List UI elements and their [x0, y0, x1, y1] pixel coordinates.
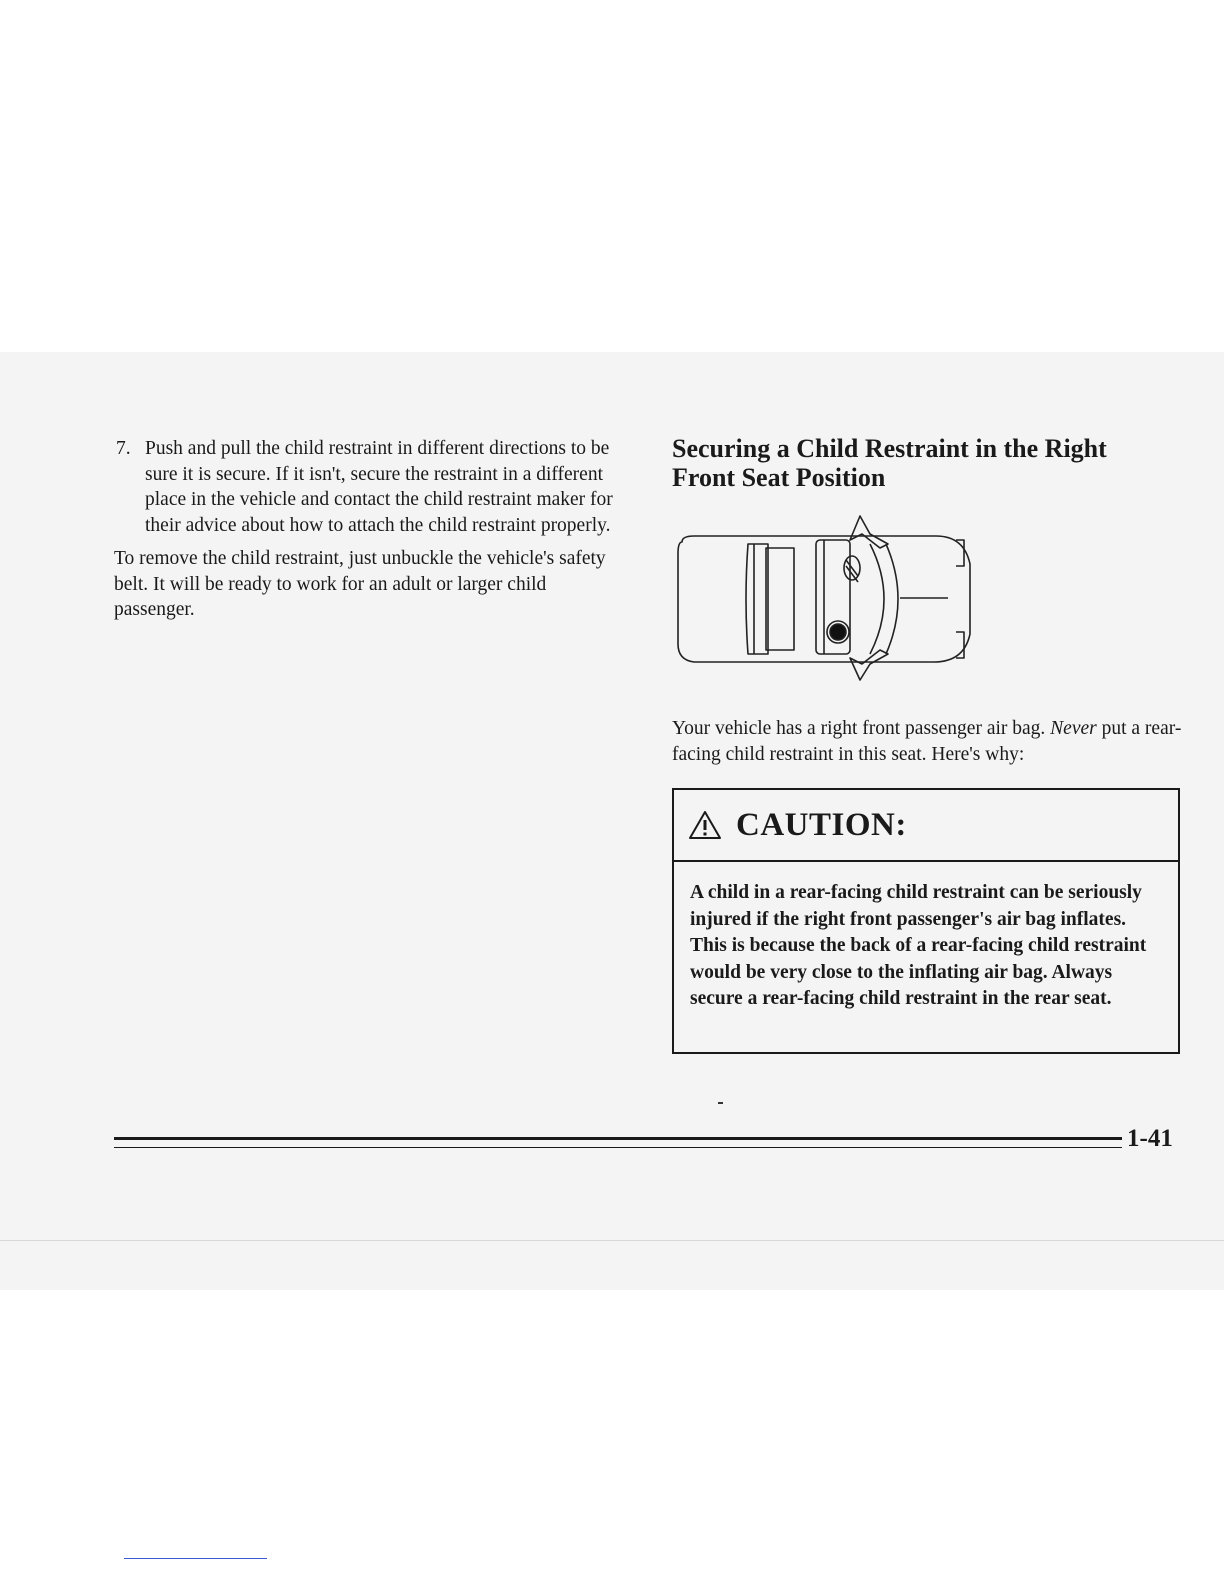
instruction-step	[114, 436, 630, 538]
footer-rule-thin	[114, 1147, 1122, 1148]
footer-rule-thick	[114, 1137, 1122, 1140]
caution-title: CAUTION:	[736, 806, 907, 843]
intro-before: Your vehicle has a right front passenger air bag.	[672, 718, 1046, 739]
vehicle-top-view-diagram	[674, 514, 984, 682]
caution-header	[674, 790, 1178, 862]
step-number: 7.	[116, 438, 131, 459]
heading-line-1: Securing a Child Restraint in the Right	[672, 434, 1107, 463]
page-number: 1-41	[1127, 1125, 1173, 1152]
intro-after: put a rear-facing child restraint in this seat. Here's why:	[672, 718, 1182, 765]
caution-box	[672, 788, 1180, 1054]
right-column	[672, 434, 1192, 492]
step-text: Push and pull the child restraint in different directions to be sure it is secure. If it isn't, secure the restraint in a different place in the vehicle and contact the child restraint maker for their advice about how to attach the child restraint properly.	[145, 438, 613, 536]
heading-line-2: Front Seat Position	[672, 463, 886, 492]
left-column	[114, 436, 630, 623]
warning-triangle-icon	[688, 810, 722, 840]
bottom-underline	[124, 1558, 267, 1559]
scan-edge-line	[0, 1240, 1224, 1241]
remove-restraint-paragraph: To remove the child restraint, just unbuckle the vehicle's safety belt. It will be ready to work for an adult or larger child passenger.	[114, 548, 606, 620]
caution-text: A child in a rear-facing child restraint can be seriously injured if the right front passenger's air bag inflates. This is because the back of a rear-facing child restraint would be very close to the inflating air bag. Always secure a rear-facing child restraint in the rear seat.	[690, 882, 1147, 1010]
air-bag-intro	[672, 716, 1192, 768]
section-heading	[672, 434, 1192, 492]
scan-speck	[718, 1102, 723, 1104]
intro-emphasis: Never	[1050, 718, 1097, 739]
